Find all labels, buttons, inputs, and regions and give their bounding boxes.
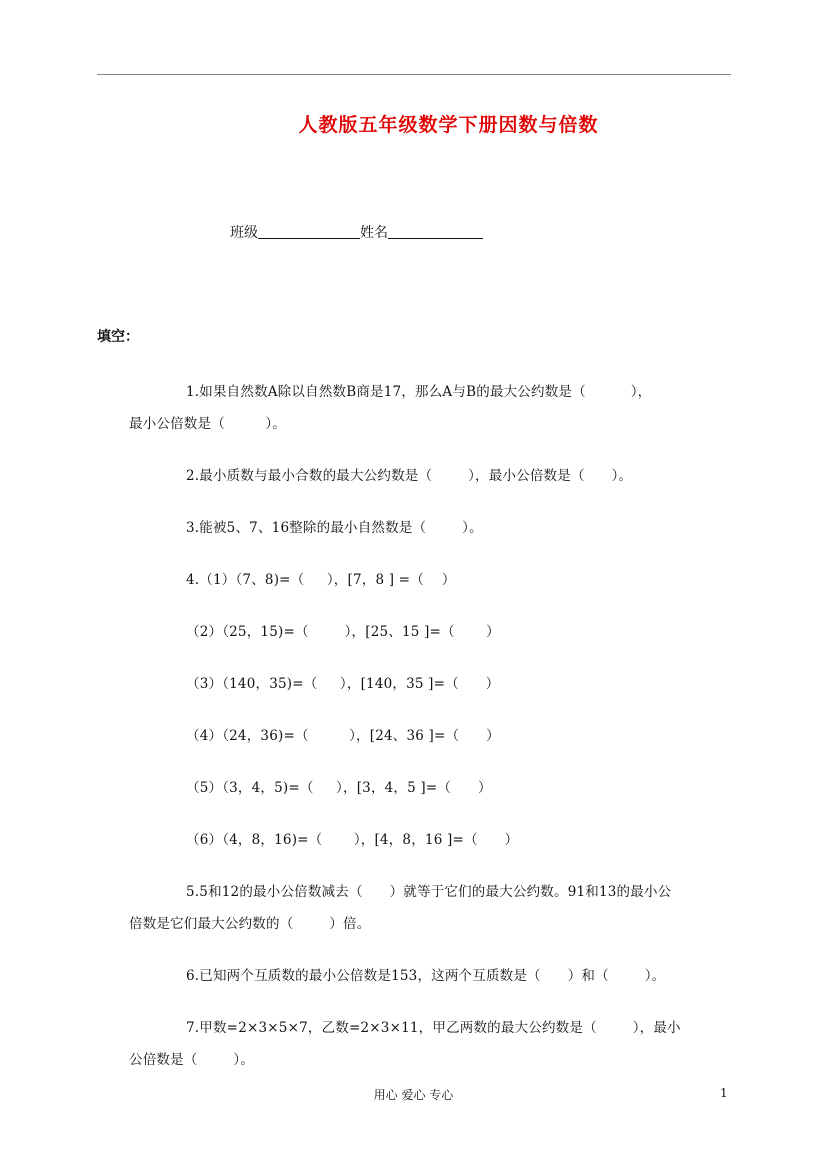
class-label: 班级 [230,225,258,241]
student-info-fields [230,222,483,242]
question-1-line-1: 1.如果自然数A除以自然数B商是17，那么A与B的最大公约数是（ ）， [186,384,652,400]
section-heading: 填空： [97,329,139,345]
question-1-line-2: 最小公倍数是（ ）。 [129,416,286,432]
question-6: 6.已知两个互质数的最小公倍数是153，这两个互质数是（ ）和（ ）。 [186,968,666,984]
header-rule [97,74,731,75]
question-5-line-1: 5.5和12的最小公倍数减去（ ）就等于它们的最大公约数。91和13的最小公 [186,884,672,900]
question-7-line-2: 公倍数是（ ）。 [129,1052,255,1068]
document-title: 人教版五年级数学下册因数与倍数 [298,114,599,136]
page-number: 1 [720,1086,728,1100]
question-4-part-1: 4.（1）（7、8)=（ ），[7，8 ] =（ ） [186,572,456,588]
question-4-part-4: （4）（24，36)=（ ），[24、36 ]=（ ） [186,728,500,744]
class-blank [258,224,360,239]
name-blank [388,224,483,239]
question-2: 2.最小质数与最小合数的最大公约数是（ ），最小公倍数是（ ）。 [186,468,633,484]
question-5-line-2: 倍数是它们最大公约数的（ ）倍。 [129,916,371,932]
page-footer: 用心 爱心 专心 [373,1088,454,1102]
question-3: 3.能被5、7、16整除的最小自然数是（ ）。 [186,520,483,536]
question-4-part-5: （5）（3，4，5)=（ ），[3，4，5 ]=（ ） [186,780,492,796]
question-7-line-1: 7.甲数=2×3×5×7，乙数=2×3×11，甲乙两数的最大公约数是（ ），最小 [186,1020,681,1036]
name-label: 姓名 [360,225,388,241]
question-4-part-6: （6）（4，8，16)=（ ），[4，8，16 ]=（ ） [186,832,519,848]
question-4-part-2: （2）（25，15)=（ ），[25、15 ]=（ ） [186,624,500,640]
question-4-part-3: （3）（140，35)=（ ），[140，35 ]=（ ） [186,676,500,692]
